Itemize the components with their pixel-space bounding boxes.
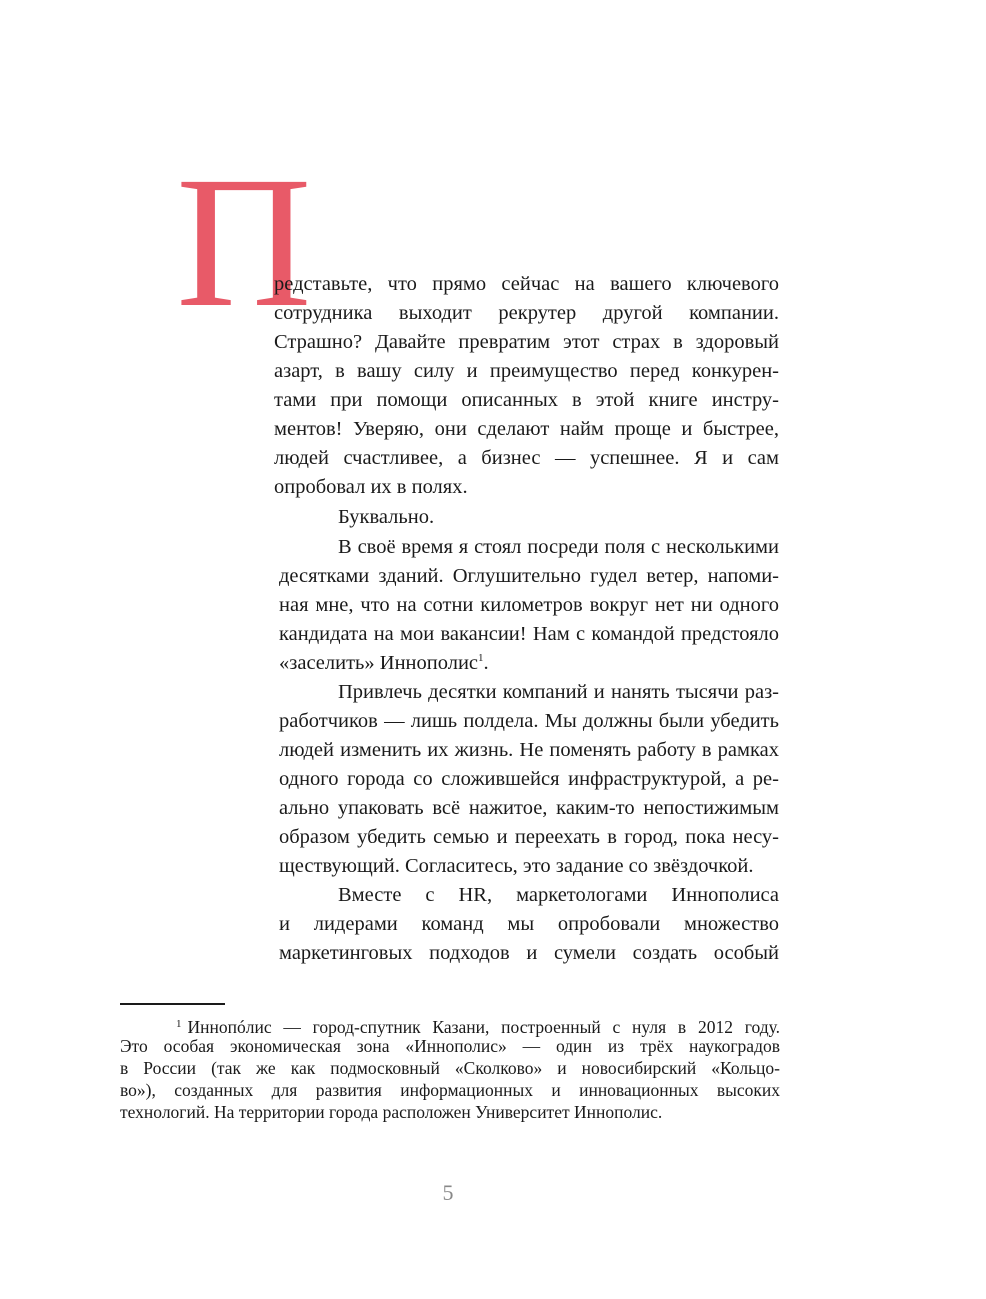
text-line: ментов! Уверяю, они сделают найм проще и быстрее, [274,418,779,440]
text-line: азарт, в вашу силу и преимущество перед конкурен- [274,360,779,382]
text-line: Вместе с HR, маркетологами Иннополиса [338,884,779,906]
text-line: работчиков — лишь полдела. Мы должны были убедить [279,710,779,732]
footnote-reference[interactable]: 1 [478,652,484,664]
footnote-line: в России (так же как подмосковный «Сколково» и новосибирский «Кольцо- [120,1058,780,1078]
page-number: 5 [442,1180,454,1205]
text-span: «заселить» Иннополис [279,652,479,674]
text-line: и лидерами команд мы опробовали множество [279,913,779,935]
text-line: В своё время я стоял посреди поля с несколькими [338,536,779,558]
text-line [279,649,779,678]
footnote-line: во»), созданных для развития информационных и инновационных высоких [120,1080,780,1100]
footnote-text: Иннопóлис — город-спутник Казани, построенный с нуля в 2012 году. [187,1017,780,1037]
footnote-line: Это особая экономическая зона «Иннополис» — один из трёх наукоградов [120,1036,780,1056]
text-line: ная мне, что на сотни километров вокруг нет ни одного [279,594,779,616]
text-line: Привлечь десятки компаний и нанять тысячи раз- [338,681,779,703]
text-line: редставьте, что прямо сейчас на вашего ключевого [274,273,779,295]
text-line: сотрудника выходит рекрутер другой компании. [274,302,779,324]
text-line: кандидата на мои вакансии! Нам с командой предстояло [279,623,779,645]
text-line: ально упаковать всё нажитое, каким-то непостижимым [279,797,779,819]
drop-cap: П [176,137,312,346]
footnote-separator [120,1003,225,1005]
text-line: маркетинговых подходов и сумели создать особый [279,942,779,964]
text-line: опробовал их в полях. [274,476,468,498]
footnote-line: технологий. На территории города расположен Университет Иннополис. [120,1102,663,1122]
text-line: одного города со сложившейся инфраструктурой, а ре- [279,768,779,790]
text-line: десятками зданий. Оглушительно гудел ветер, напоми- [279,565,779,587]
text-line: Страшно? Давайте превратим этот страх в здоровый [274,331,779,353]
text-line: ществующий. Согласитесь, это задание со звёздочкой. [279,855,754,877]
text-line: тами при помощи описанных в этой книге инстру- [274,389,779,411]
paragraph-2: Буквально. [338,506,435,528]
text-line: людей изменить их жизнь. Не поменять работу в рамках [279,739,779,761]
footnote-marker: 1 [176,1018,182,1030]
text-span: . [483,652,489,674]
text-line: людей счастливее, а бизнес — успешнее. Я и сам [274,447,779,469]
text-line: образом убедить семью и переехать в город, пока несу- [279,826,779,848]
